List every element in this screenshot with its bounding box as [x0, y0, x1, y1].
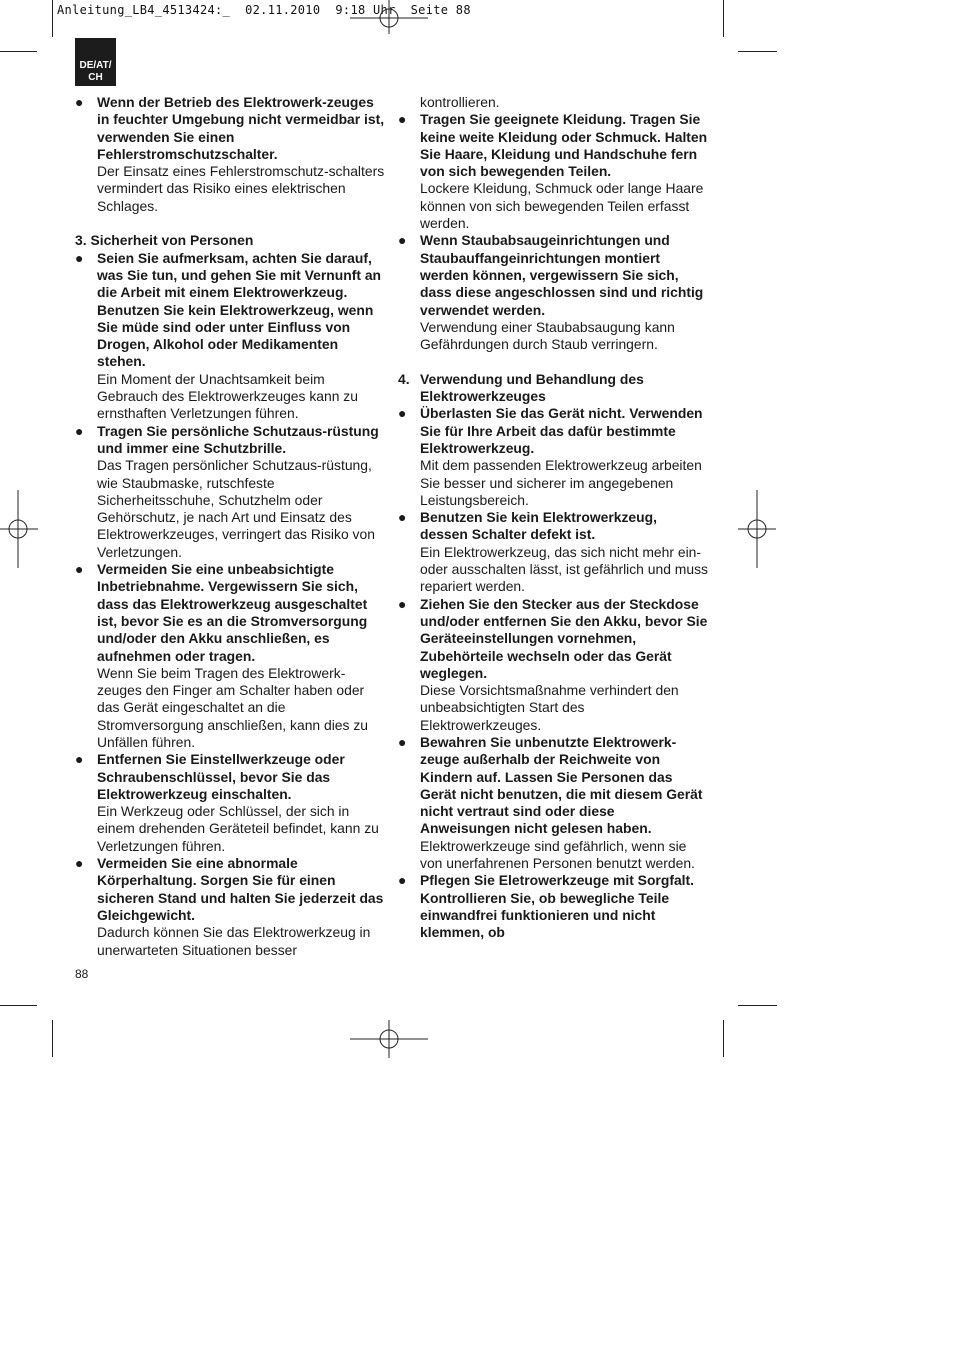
bullet-icon: ● — [75, 422, 84, 439]
list-item — [398, 734, 708, 872]
instruction-text: Verwendung einer Staubabsaugung kann Gefährdungen durch Staub verringern. — [420, 318, 675, 353]
list-item — [398, 509, 708, 595]
list-item — [398, 111, 708, 232]
crop-mark-bottom-right-vertical — [723, 1020, 724, 1057]
language-badge-line-2: CH — [88, 72, 103, 83]
instruction-text: Dadurch können Sie das Elektrowerkzeug in unerwarteten Situationen besser — [97, 924, 371, 958]
instruction-text: Ein Moment der Unachtsamkeit beim Gebrauch des Elektrowerkzeuges kann zu ernsthaften Verletzungen führen. — [97, 370, 358, 422]
print-header-slug: Anleitung_LB4_4513424:_ 02.11.2010 9:18 Uhr Seite 88 — [57, 3, 471, 17]
list-item — [398, 405, 708, 509]
instruction-bold: Entfernen Sie Einstellwerkzeuge oder Schraubenschlüssel, bevor Sie das Elektrowerkzeug einschalten. — [97, 751, 345, 802]
bullet-icon: ● — [75, 855, 84, 872]
list-item — [75, 751, 385, 855]
bullet-icon: ● — [75, 249, 84, 266]
crop-mark-bottom-right-horizontal — [738, 1005, 777, 1006]
list-item — [75, 423, 385, 561]
page-number: 88 — [75, 967, 89, 981]
instruction-bold: Tragen Sie geeignete Kleidung. Tragen Sie keine weite Kleidung oder Schmuck. Halten Sie Haare, Kleidung und Handschuhe fern von sich bewegenden Teilen. — [420, 111, 708, 180]
instruction-bold: Benutzen Sie kein Elektrowerkzeug, dessen Schalter defekt ist. — [420, 509, 657, 543]
bullet-icon: ● — [398, 872, 407, 889]
instruction-bold: Wenn Staubabsaugeinrichtungen und Staubauffangeinrichtungen montiert werden können, vergewissern Sie sich, dass diese angeschlossen sind und richtig verwendet werden. — [420, 232, 704, 318]
right-column — [398, 94, 708, 942]
instruction-text: Lockere Kleidung, Schmuck oder lange Haare können von sich bewegenden Teilen erfasst werden. — [420, 180, 704, 232]
bullet-icon: ● — [398, 111, 407, 128]
instruction-text: Diese Vorsichtsmaßnahme verhindert den unbeabsichtigten Start des Elektrowerkzeuges. — [420, 682, 679, 733]
section-heading-4 — [398, 371, 708, 406]
bullet-icon: ● — [398, 405, 407, 422]
instruction-bold: Vermeiden Sie eine unbeabsichtigte Inbetriebnahme. Vergewissern Sie sich, dass das Elektrowerkzeug ausgeschaltet ist, bevor Sie es an die Stromversorgung und/oder den Akku anschließen, es aufnehmen oder tragen. — [97, 561, 368, 664]
registration-mark-top — [350, 0, 428, 36]
instruction-bold: Ziehen Sie den Stecker aus der Steckdose und/oder entfernen Sie den Akku, bevor Sie Geräteeinstellungen vornehmen, Zubehörteile wechseln oder das Gerät weglegen. — [420, 595, 708, 681]
section-number: 4. — [398, 370, 410, 387]
crop-mark-top-right-vertical — [723, 0, 724, 37]
list-item — [75, 855, 385, 959]
bullet-icon: ● — [75, 751, 84, 768]
bullet-icon: ● — [75, 94, 84, 110]
instruction-bold: Vermeiden Sie eine abnormale Körperhaltung. Sorgen Sie für einen sicheren Stand und halten Sie jederzeit das Gleichgewicht. — [97, 855, 384, 923]
instruction-text: Das Tragen persönlicher Schutzaus-rüstung, wie Staubmaske, rutschfeste Sicherheitsschuhe, Schutzhelm oder Gehörschutz, je nach Art und Einsatz des Elektrowerkzeuges, verringert das Risiko von Verletzungen. — [97, 457, 375, 560]
list-item — [398, 596, 708, 734]
instruction-bold: Bewahren Sie unbenutzte Elektrowerk-zeuge außerhalb der Reichweite von Kindern auf. Lassen Sie Personen das Gerät nicht benutzen, die mit diesem Gerät nicht vertraut sind oder diese Anweisungen nicht gelesen haben. — [420, 733, 703, 837]
instruction-bold: Pflegen Sie Eletrowerkzeuge mit Sorgfalt. Kontrollieren Sie, ob bewegliche Teile einwandfrei funktionieren und nicht klemmen, ob — [420, 872, 695, 941]
list-item — [75, 561, 385, 751]
instruction-text: Der Einsatz eines Fehlerstromschutz-schalters vermindert das Risiko eines elektrischen Schlages. — [97, 163, 385, 214]
instruction-bold: Seien Sie aufmerksam, achten Sie darauf, was Sie tun, und gehen Sie mit Vernunft an die Arbeit mit einem Elektrowerkzeug. Benutzen Sie kein Elektrowerkzeug, wenn Sie müde sind oder unter Einfluss von Drogen, Alkohol oder Medikamenten stehen. — [97, 249, 382, 370]
bullet-icon: ● — [398, 232, 407, 249]
instruction-text: Ein Werkzeug oder Schlüssel, der sich in einem drehenden Geräteteil befindet, kann zu Verletzungen führen. — [97, 803, 379, 854]
list-item — [75, 250, 385, 423]
language-badge-line-1: DE/AT/ — [79, 60, 112, 71]
section-title: Verwendung und Behandlung des Elektrowerkzeuges — [420, 370, 644, 405]
crop-mark-top-left-horizontal — [0, 51, 37, 52]
instruction-bold: Tragen Sie persönliche Schutzaus-rüstung und immer eine Schutzbrille. — [97, 422, 379, 456]
instruction-text: Elektrowerkzeuge sind gefährlich, wenn sie von unerfahrenen Personen benutzt werden. — [420, 837, 695, 872]
instruction-bold: Überlasten Sie das Gerät nicht. Verwenden Sie für Ihre Arbeit das dafür bestimmte Elektrowerkzeug. — [420, 405, 703, 456]
instruction-text: Ein Elektrowerkzeug, das sich nicht mehr ein- oder ausschalten lässt, ist gefährlich und muss repariert werden. — [420, 543, 708, 595]
crop-mark-top-right-horizontal — [738, 51, 777, 52]
crop-mark-top-left-vertical — [52, 0, 53, 37]
registration-mark-right — [738, 490, 776, 568]
registration-mark-bottom — [350, 1020, 428, 1058]
section-heading-3: 3. Sicherheit von Personen — [75, 232, 254, 249]
instruction-text: Mit dem passenden Elektrowerkzeug arbeiten Sie besser und sicherer im angegebenen Leistungsbereich. — [420, 457, 702, 508]
registration-mark-left — [0, 490, 38, 568]
bullet-icon: ● — [398, 733, 407, 750]
crop-mark-bottom-left-vertical — [52, 1020, 53, 1057]
instruction-text: Wenn Sie beim Tragen des Elektrowerk-zeuges den Finger am Schalter haben oder das Gerät eingeschaltet an die Stromversorgung anschließen, kann dies zu Unfällen führen. — [97, 664, 369, 750]
list-item — [398, 872, 708, 941]
left-column — [75, 94, 385, 959]
language-badge — [75, 38, 116, 86]
crop-mark-bottom-left-horizontal — [0, 1005, 37, 1006]
instruction-bold: Wenn der Betrieb des Elektrowerk-zeuges in feuchter Umgebung nicht vermeidbar ist, verwenden Sie einen Fehlerstromschutzschalter. — [97, 94, 385, 162]
bullet-icon: ● — [75, 561, 84, 578]
continuation-text: kontrollieren. — [420, 94, 500, 110]
list-item — [75, 94, 385, 215]
bullet-icon: ● — [398, 509, 407, 526]
list-item — [398, 232, 708, 353]
bullet-icon: ● — [398, 595, 407, 612]
